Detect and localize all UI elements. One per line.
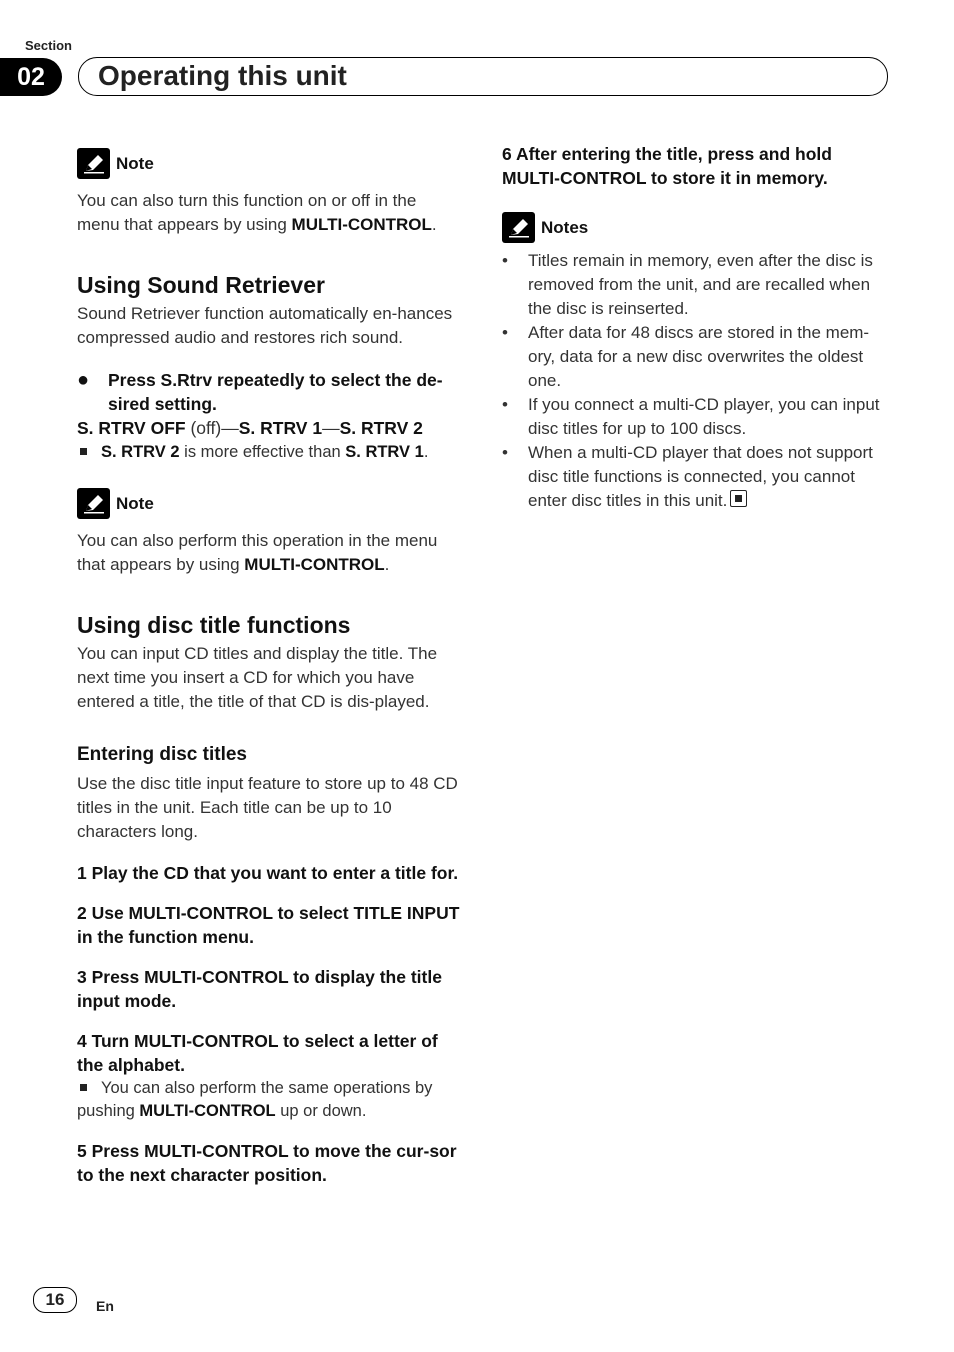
section-number-badge: 02 xyxy=(0,58,62,96)
step-2: 2 Use MULTI-CONTROL to select TITLE INPUT in the function menu. xyxy=(77,903,460,947)
disc-title-body: You can input CD titles and display the title. The next time you insert a CD for which you have entered a title, the title of that CD is dis-played. xyxy=(77,644,438,711)
note-list-item: • When a multi-CD player that does not support disc title functions is connected, you cannot enter disc titles in this unit. xyxy=(502,441,887,513)
bullet-dot-icon: • xyxy=(502,443,508,462)
bullet-dot-icon: • xyxy=(502,251,508,270)
step-4: 4 Turn MULTI-CONTROL to select a letter of the alphabet. xyxy=(77,1031,438,1075)
sound-options-line: S. RTRV OFF (off)—S. RTRV 1—S. RTRV 2 xyxy=(77,418,423,438)
step-1: 1 Play the CD that you want to enter a title for. xyxy=(77,863,459,883)
bullet-dot-icon: • xyxy=(502,323,508,342)
page-number: 16 xyxy=(33,1287,77,1313)
note-heading: Note xyxy=(116,493,154,513)
square-bullet-icon xyxy=(80,448,87,455)
step-6: 6 After entering the title, press and hold MULTI-CONTROL to store it in memory. xyxy=(502,144,832,188)
section-heading-disc-title: Using disc title functions xyxy=(77,612,351,638)
step-4-sub-note: You can also perform the same operations by pushing MULTI-CONTROL up or down. xyxy=(77,1079,433,1120)
entering-disc-titles-body: Use the disc title input feature to store up to 48 CD titles in the unit. Each title can be up to 10 characters long. xyxy=(77,774,458,841)
sound-sub-note: S. RTRV 2 is more effective than S. RTRV 1. xyxy=(77,440,462,464)
step-press-srtrv: ● Press S.Rtrv repeatedly to select the de-sired setting. xyxy=(77,369,443,414)
pencil-icon xyxy=(77,148,110,179)
language-label: En xyxy=(96,1298,114,1314)
section-label: Section xyxy=(25,38,72,53)
left-column xyxy=(77,148,462,1187)
end-mark-icon xyxy=(730,490,747,507)
subheading-entering-disc-titles: Entering disc titles xyxy=(77,744,247,765)
bullet-dot-icon: • xyxy=(502,395,508,414)
note-list-item: • If you connect a multi-CD player, you can input disc titles for up to 100 discs. xyxy=(502,393,887,441)
note-list-item: • After data for 48 discs are stored in the mem-ory, data for a new disc overwrites the oldest one. xyxy=(502,321,887,393)
note-text: You can also turn this function on or off in the menu that appears by using MULTI-CONTROL. xyxy=(77,191,437,234)
step-5: 5 Press MULTI-CONTROL to move the cur-sor to the next character position. xyxy=(77,1141,457,1185)
note-block xyxy=(77,488,462,577)
step-3: 3 Press MULTI-CONTROL to display the title input mode. xyxy=(77,967,442,1011)
notes-block xyxy=(502,212,887,513)
pencil-icon xyxy=(502,212,535,243)
bullet-icon: ● xyxy=(77,369,90,391)
note-list-item: • Titles remain in memory, even after the disc is removed from the unit, and are recalled when the disc is reinserted. xyxy=(502,249,887,321)
note-text: You can also perform this operation in the menu that appears by using MULTI-CONTROL. xyxy=(77,531,438,574)
right-column xyxy=(502,142,887,513)
sound-retriever-body: Sound Retriever function automatically en-hances compressed audio and restores rich sound. xyxy=(77,304,453,347)
notes-heading: Notes xyxy=(541,217,589,237)
note-block xyxy=(77,148,462,237)
section-heading-sound-retriever: Using Sound Retriever xyxy=(77,272,325,298)
pencil-icon xyxy=(77,488,110,519)
square-bullet-icon xyxy=(80,1084,87,1091)
page-title: Operating this unit xyxy=(98,60,347,91)
note-heading: Note xyxy=(116,153,154,173)
